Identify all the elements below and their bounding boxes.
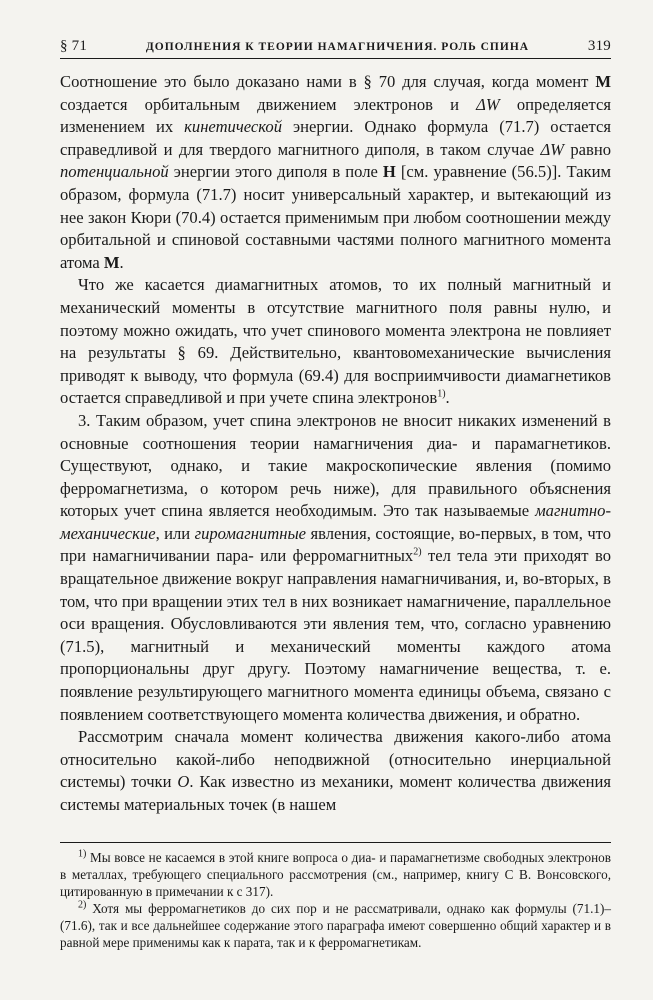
page-number: 319	[587, 38, 611, 54]
paragraph-4: Рассмотрим сначала момент количества движения какого-либо атома относительно какой-либо неподвижной (относительно инерциальной системы) точки O. Как известно из механики, момент количества движения системы материальных точек (в нашем	[60, 727, 611, 814]
footnote-1: $^{1)}$ Мы вовсе не касаемся в этой книге вопроса о диа- и парамагнетизме свободных электронов в металлах, требующего специального рассмотрения (см., например, книгу С В. Вонсовского, цитированную в примечании к с 317).	[60, 848, 611, 899]
footnote-2: $^{2)}$ Хотя мы ферромагнетиков до сих пор и не рассматривали, однако как формулы (71.1)–(71.6), так и все дальнейшее содержание этого параграфа имеют совершенно общий характер и в равной мере применимы как к парата, так и к ферромагнетикам.	[60, 899, 611, 950]
section-number: § 71	[60, 38, 88, 54]
footnote-ref-2: 2)	[413, 546, 422, 558]
running-header	[60, 38, 611, 59]
paragraph-2: Что же касается диамагнитных атомов, то их полный магнитный и механический моменты в отсутствие магнитного поля равны нулю, и поэтому можно ожидать, что учет спинового момента электрона не повлияет на результаты § 69. Действительно, квантовомеханические вычисления приводят к выводу, что формула (69.4) для восприимчивости диамагнетиков остается справедливой и при учете спина электронов$^{1)}$.	[60, 275, 611, 408]
footnote-ref-1: 1)	[437, 388, 446, 400]
footnotes	[60, 842, 611, 951]
paragraph-1: Соотношение это было доказано нами в § 70 для случая, когда момент M создается орбитальным движением электронов и ΔW определяется изменением их кинетической энергии. Однако формула (71.7) остается справедливой и для твердого магнитного диполя, в таком случае ΔW равно потенциальной энергии этого диполя в поле H [см. уравнение (56.5)]. Таким образом, формула (71.7) носит универсальный характер, и вытекающий из нее закон Кюри (70.4) остается применимым при любом соотношении между орбитальной и спиновой составными частями полного магнитного момента атома M.	[60, 72, 612, 272]
paragraph-3: 3. Таким образом, учет спина электронов не вносит никаких изменений в основные соотношения теории намагничения диа- и парамагнетиков. Существуют, однако, и такие макроскопические явления (помимо ферромагнетизма, о котором речь ниже), для правильного объяснения которых учет спина является необходимым. Это так называемые магнитно-механические, или гиромагнитные явления, состоящие, во-первых, в том, что при намагничивании пара- или ферромагнитных$^{2)}$ тел тела эти приходят во вращательное движение вокруг направления намагничивания, и, во-вторых, в том, что при вращении этих тел в них возникает намагничение, параллельное оси вращения. Обусловливаются эти явления тем, что, согласно уравнению (71.5), магнитный и механический моменты каждого атома пропорциональны друг другу. Поэтому намагничение вещества, т. е. появление результирующего магнитного момента единицы объема, связано с появлением соответствующего момента количества движения, и обратно.	[60, 410, 611, 724]
main-text	[60, 71, 611, 817]
running-title: ДОПОЛНЕНИЯ К ТЕОРИИ НАМАГНИЧЕНИЯ. РОЛЬ СПИНА	[145, 41, 530, 53]
